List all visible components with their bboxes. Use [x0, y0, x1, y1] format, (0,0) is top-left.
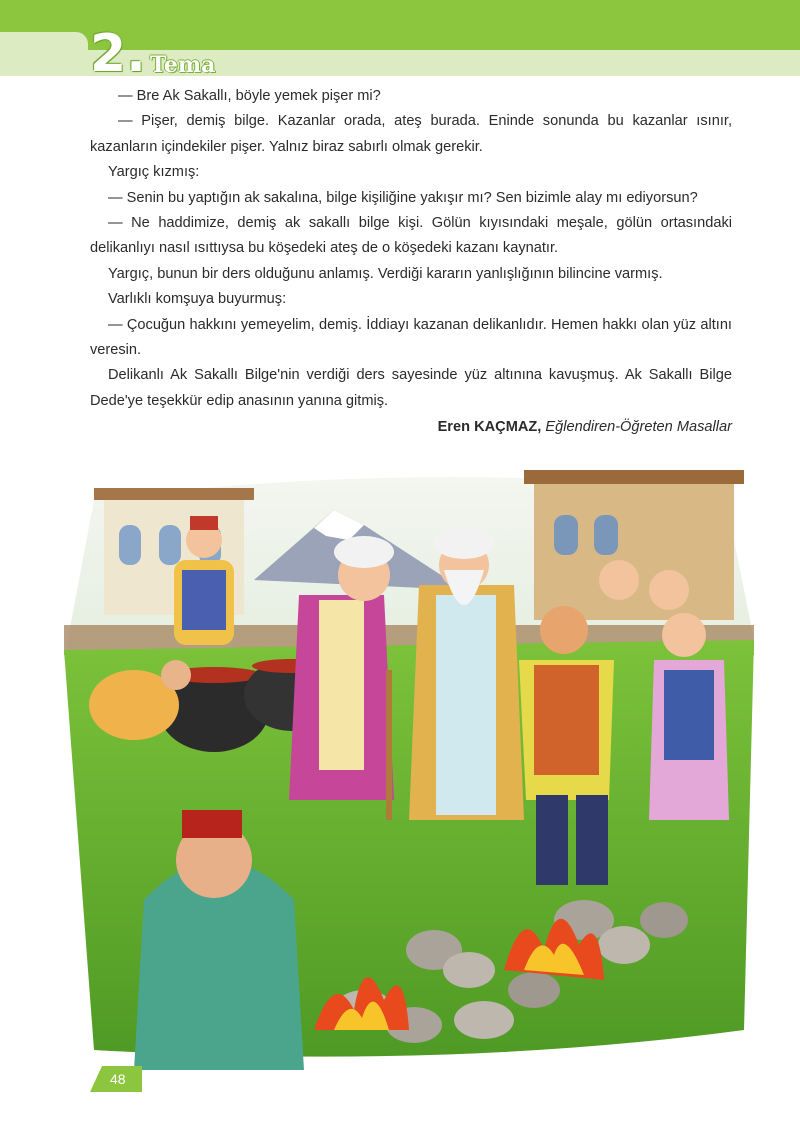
attribution-book: Eğlendiren-Öğreten Masallar	[545, 419, 732, 436]
story-paragraph: Delikanlı Ak Sakallı Bilge'nin verdiği ders sayesinde yüz altınına kavuşmuş. Ak Sakallı Bilge Dede'ye teşekkür edip anasının yanına gitmiş.	[90, 367, 732, 409]
story-text	[90, 84, 732, 441]
theme-tab	[0, 32, 88, 76]
story-paragraph: Varlıklı komşuya buyurmuş:	[108, 291, 287, 308]
story-paragraph: — Çocuğun hakkını yemeyelim, demiş. İddiayı kazanan delikanlıdır. Hemen hakkı olan yüz altını veresin.	[90, 316, 732, 359]
story-paragraph: — Senin bu yaptığın ak sakalına, bilge kişiliğine yakışır mı? Sen bizimle alay mı ediyorsun?	[108, 189, 698, 206]
story-paragraph: Yargıç kızmış:	[108, 164, 200, 181]
theme-label: Tema	[150, 52, 216, 78]
story-paragraph: Yargıç, bunun bir ders olduğunu anlamış. Verdiği kararın yanlışlığının bilincine varmış.	[108, 265, 663, 282]
story-paragraph: — Bre Ak Sakallı, böyle yemek pişer mi?	[118, 88, 381, 104]
attribution	[90, 415, 732, 440]
theme-number: 2.	[90, 24, 146, 84]
story-illustration	[64, 470, 754, 1070]
story-paragraph: — Pişer, demiş bilge. Kazanlar orada, ateş burada. Eninde sonunda bu kazanlar ısınır, kazanların içindekiler pişer. Yalnız biraz sabırlı olmak gerekir.	[90, 113, 732, 155]
attribution-author: Eren KAÇMAZ,	[437, 419, 542, 436]
page-number: 48	[110, 1071, 126, 1087]
story-paragraph: — Ne haddimize, demiş ak sakallı bilge kişi. Gölün kıyısındaki meşale, gölün ortasındaki delikanlıyı nasıl ısıttıysa bu köşedeki ateş de o köşedeki kazanı kaynatır.	[90, 215, 732, 257]
house-right	[524, 470, 744, 620]
